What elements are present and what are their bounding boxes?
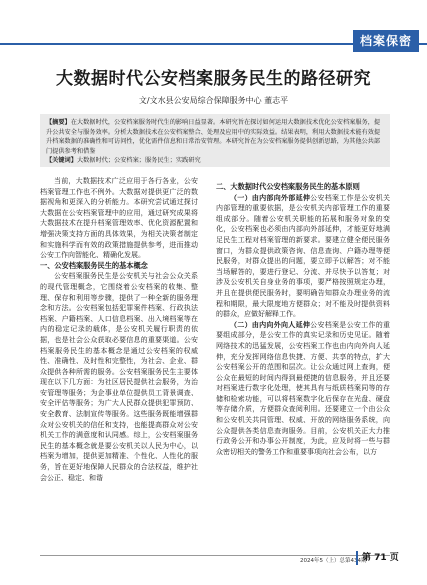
abstract-text: 在大数据时代，公安档案服务时代生的影响日益显著。本研究旨在探讨如何运用大数据技术优化公安档案服务，提升公共安全与服务效率。分析大数据技术在公安档案整合、处理及应用中的实际效益。结果表明，利用大数据技术能有效提升档案数据的准确性和可访问性，优化需件信息和日常治安管理。本研究旨在为公安档案服务提供创新思路，为其他公共部门提供参考和借鉴 (46, 119, 381, 155)
keywords-label: 【关键词】 (46, 157, 77, 165)
section-heading-1: 一、公安档案服务民生的基本概念 (40, 260, 148, 270)
right-column (216, 176, 390, 457)
principle-2-text: 公安档案是公安工作的重要组成部分，是公安工作的真实记录和历史见证。随着网络技术的迅猛发展，公安档案工作也由内向外向人延伸，充分发挥网络信息快捷、方便、共享的特点，扩大公安档案公开的范围和层次。让公众通过网上查询，便公众在最短的时间内得到最便捷的信息服务，并且还要对档案进行数字化处理，使其具有与纸质档案同等的存储和检索功能，可以将档案数字化后保存在光盘、硬盘等存储介质，方便群众查阅利用。还要建立一个由公众和公安机关共同管理、权威、开放的网络服务系统，向公众提供各类信息查询服务。目前，公安机关正大力推行政务公开和办事公开制度，为此，应及时将一些与群众密切相关的警务工作和重要事项向社会公布，以方 (216, 320, 391, 456)
principle-1-text: 公安档案工作是公安机关内部管理的重要依据，是公安机关内部管理工作的重要组成部分。随着公安机关职能的拓展和服务对象的变化，公安档案也必须由内部向外部延伸，才能更好地满足民生工程对档案管理的新要求。要建立健全便民服务窗口，为群众提供政策咨询、信息查询、户籍办理等便民服务，对群众提出的问题，要立即予以解答；对不能当场解答的，要进行登记、分流、并尽快予以答复；对涉及公安机关自身业务的事项，要严格按照规定办理，并且在提供便民服务时，要明确告知群众办理业务的流程和期限，最大限度地方便群众；对不能及时提供资料的群众，应做好解释工作。 (216, 193, 391, 319)
author-line: 文/文水县公安局综合保障服务中心 董志平 (138, 96, 289, 105)
intro-paragraph: 当前，大数据技术广泛应用于各行各业，公安档案管理工作也不例外。大数据对提供更广泛的数据视角和更深入的分析能力。本研究尝试通过探讨大数据在公安档案管理中的应用，通过研究成果将大数据技术在提升档案管理效率、优化资源配置和增强决策支持方面的具体效果，为相关决策者制定和实施科学而有效的政策措施提供参考，进而推动公安工作向智能化、精确化发展。 (40, 177, 198, 260)
principle-2-paragraph (216, 320, 390, 458)
abstract-label: 【摘要】 (46, 119, 71, 126)
principle-1-heading: （一）由内部向外部延伸 (230, 192, 311, 202)
issue-info: 2024年5（上）总第434期 (300, 558, 367, 564)
section1-paragraph: 公安档案服务民生是公安机关与社会公众关系的现代管理概念，它围绕着公安档案的收集、整理、保存和利用等步骤，提供了一种全新的服务理念和方法。公安档案包括犯罪案件档案、行政执法档案、户籍档案、人口信息档案、出入境档案等在内的稳定记录的载体，是公安机关履行职责的依据，也是社会公众获取必要信息的重要渠道。公安档案服务民生的基本概念是通过公安档案的权威性、准确性、及时性和完整性，为社会、企业、群众提供各种所需的服务。公安档案服务民生主要体现在以下几方面：为社区居民提供社会服务，为治安管理等服务；为企事业单位提供员工背景调查、安全评估等服务；为广大人民群众提供犯罪预防、安全教育、法制宣传等服务。这些服务既能增强群众对公安机关的信任和支持，也能提高群众对公安机关工作的满意度和认同感。综上，公安档案服务民生的基本概念就是要公安机关以人民为中心，以档案为增加，提供更加精准、个性化、人性化的服务，旨在更好地保障人民群众的合法权益，维护社会公正、稳定、和谐 (40, 272, 198, 482)
principle-1-paragraph (216, 193, 390, 320)
article-title: 大数据时代公安档案服务民生的路径研究 (56, 69, 371, 89)
section-heading-2: 二、大数据时代公安档案服务民生的基本原则 (216, 182, 360, 191)
page-number: 第 71 页 (356, 551, 400, 565)
left-column (40, 176, 198, 483)
principle-2-heading: （二）由内向外向人延伸 (230, 319, 311, 329)
keywords-text: 大数据时代；公安档案；服务民生；实践研究 (76, 157, 201, 165)
section-tag: 档案保密 (353, 30, 419, 52)
abstract-box (40, 114, 390, 167)
